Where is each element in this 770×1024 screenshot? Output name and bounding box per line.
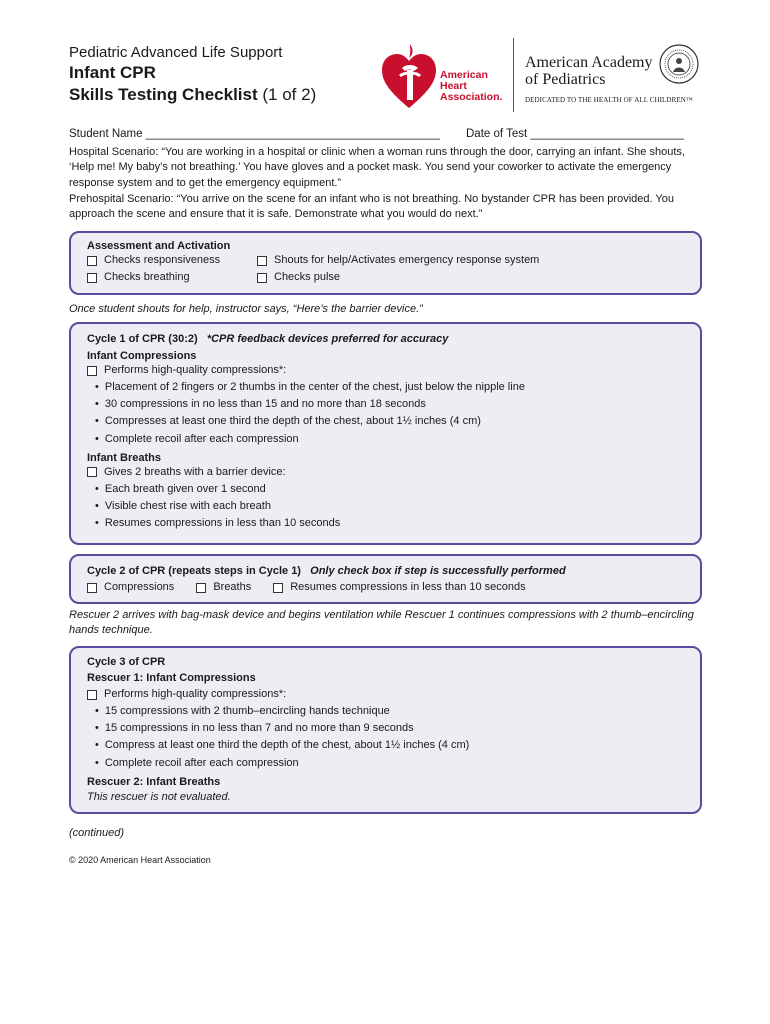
checkbox[interactable]	[273, 583, 283, 593]
checkbox[interactable]	[87, 583, 97, 593]
aha-wordmark	[440, 70, 502, 103]
list-item: • 30 compressions in no less than 15 and no more than 18 seconds	[87, 396, 700, 413]
list-item: • Complete recoil after each compression	[87, 755, 700, 772]
cycle1-box	[69, 322, 702, 545]
list-item: • Compresses at least one third the depth of the chest, about 1½ inches (4 cm)	[87, 413, 700, 430]
cycle3-heading: Cycle 3 of CPR	[87, 656, 166, 668]
breaths-check-item[interactable]	[87, 464, 700, 481]
aha-heart-logo-icon	[380, 40, 438, 115]
page-subtitle	[69, 85, 316, 105]
rescuer2-heading: Rescuer 2: Infant Breaths	[87, 775, 221, 788]
list-item: • Visible chest rise with each breath	[87, 498, 700, 515]
item-label: Breaths	[213, 581, 252, 593]
aha-word-1: American	[440, 69, 488, 81]
infant-compressions-heading: Infant Compressions	[87, 350, 197, 362]
cycle3-compressions-check-item[interactable]	[87, 686, 700, 703]
checkbox[interactable]	[87, 690, 97, 700]
cycle2-note: Only check box if step is successfully performed	[310, 565, 566, 577]
list-item: • Compress at least one third the depth of the chest, about 1½ inches (4 cm)	[87, 737, 700, 754]
list-item: • Complete recoil after each compression	[87, 431, 700, 448]
item-label: Performs high-quality compressions*:	[104, 364, 287, 376]
list-item: • Each breath given over 1 second	[87, 481, 700, 498]
compressions-check-item[interactable]	[87, 362, 700, 379]
cycle2-title: Cycle 2 of CPR (repeats steps in Cycle 1)	[87, 565, 301, 577]
page-title: Infant CPR	[69, 63, 156, 82]
item-label: Performs high-quality compressions*:	[104, 688, 287, 700]
aap-name-line1: American Academy	[525, 54, 653, 71]
cycle1-title: Cycle 1 of CPR (30:2)	[87, 333, 198, 345]
aha-word-3: Association.	[440, 91, 503, 103]
item-label: Gives 2 breaths with a barrier device:	[104, 465, 286, 478]
aha-word-2: Heart	[440, 80, 467, 92]
list-item: • 15 compressions with 2 thumb–encircling hands technique	[87, 703, 700, 720]
rescuer1-heading: Rescuer 1: Infant Compressions	[87, 672, 256, 684]
copyright: © 2020 American Heart Association	[69, 855, 211, 865]
list-item: • Resumes compressions in less than 10 seconds	[87, 515, 700, 532]
cycle1-heading	[87, 333, 700, 345]
cycle2-compressions-item[interactable]	[87, 579, 174, 596]
cycle1-note: *CPR feedback devices preferred for accuracy	[206, 333, 449, 345]
item-label: Checks responsiveness	[104, 254, 221, 266]
rescuer2-note: Rescuer 2 arrives with bag-mask device and begins ventilation while Rescuer 1 continues compressions with 2 thumb–encircling hands technique.	[69, 609, 694, 636]
checkbox[interactable]	[196, 583, 206, 593]
checkbox[interactable]	[87, 467, 97, 477]
cycle3-box	[69, 646, 702, 814]
checkbox[interactable]	[87, 366, 97, 376]
checkbox[interactable]	[257, 273, 267, 283]
item-label: Checks pulse	[274, 271, 341, 283]
assessment-heading: Assessment and Activation	[87, 240, 231, 252]
subtitle-text: Skills Testing Checklist	[69, 85, 258, 104]
item-label: Compressions	[104, 581, 175, 593]
aap-name-line2: of Pediatrics	[525, 71, 606, 88]
rescuer2-not-evaluated: This rescuer is not evaluated.	[87, 790, 231, 803]
list-item: • Placement of 2 fingers or 2 thumbs in the center of the chest, just below the nipple line	[87, 379, 700, 396]
item-label: Shouts for help/Activates emergency response system	[274, 254, 540, 266]
cycle2-heading	[87, 565, 700, 577]
infant-breaths-heading: Infant Breaths	[87, 451, 161, 464]
logo-divider	[513, 38, 514, 112]
check-breathing-item[interactable]	[87, 269, 257, 286]
page-indicator: (1 of 2)	[262, 85, 317, 104]
aap-seal-icon	[659, 44, 699, 89]
cycle2-breaths-item[interactable]	[196, 579, 251, 596]
aap-tagline: DEDICATED TO THE HEALTH OF ALL CHILDREN™	[525, 96, 693, 104]
checkbox[interactable]	[257, 256, 267, 266]
assessment-box	[69, 231, 702, 295]
checkbox[interactable]	[87, 273, 97, 283]
continued-note: (continued)	[69, 827, 125, 839]
student-name-field[interactable]: Student Name ______________________________________________	[69, 128, 440, 140]
cycle2-resumes-item[interactable]	[273, 579, 525, 596]
date-of-test-field[interactable]: Date of Test ________________________	[466, 128, 684, 140]
program-name: Pediatric Advanced Life Support	[69, 44, 283, 61]
check-pulse-item[interactable]	[257, 269, 539, 286]
shouts-for-help-item[interactable]	[257, 252, 539, 269]
checkbox[interactable]	[87, 256, 97, 266]
item-label: Checks breathing	[104, 271, 190, 283]
cycle2-box	[69, 554, 702, 604]
list-item: • 15 compressions in no less than 7 and no more than 9 seconds	[87, 720, 700, 737]
hospital-scenario: Hospital Scenario: “You are working in a hospital or clinic when a woman runs through the door, carrying an infant. She shouts, ‘Help me! My baby’s not breathing.’ You have gloves and a pocket mask. You send your coworker to activate the emergency response system and to get the emergency equipment.”	[69, 146, 685, 189]
barrier-note: Once student shouts for help, instructor says, “Here’s the barrier device.”	[69, 303, 423, 315]
item-label: Resumes compressions in less than 10 seconds	[290, 581, 526, 593]
check-responsiveness-item[interactable]	[87, 252, 257, 269]
prehospital-scenario: Prehospital Scenario: “You arrive on the scene for an infant who is not breathing. No bystander CPR has been provided. You approach the scene and ensure that it is safe. Demonstrate what you would do next.”	[69, 193, 674, 221]
